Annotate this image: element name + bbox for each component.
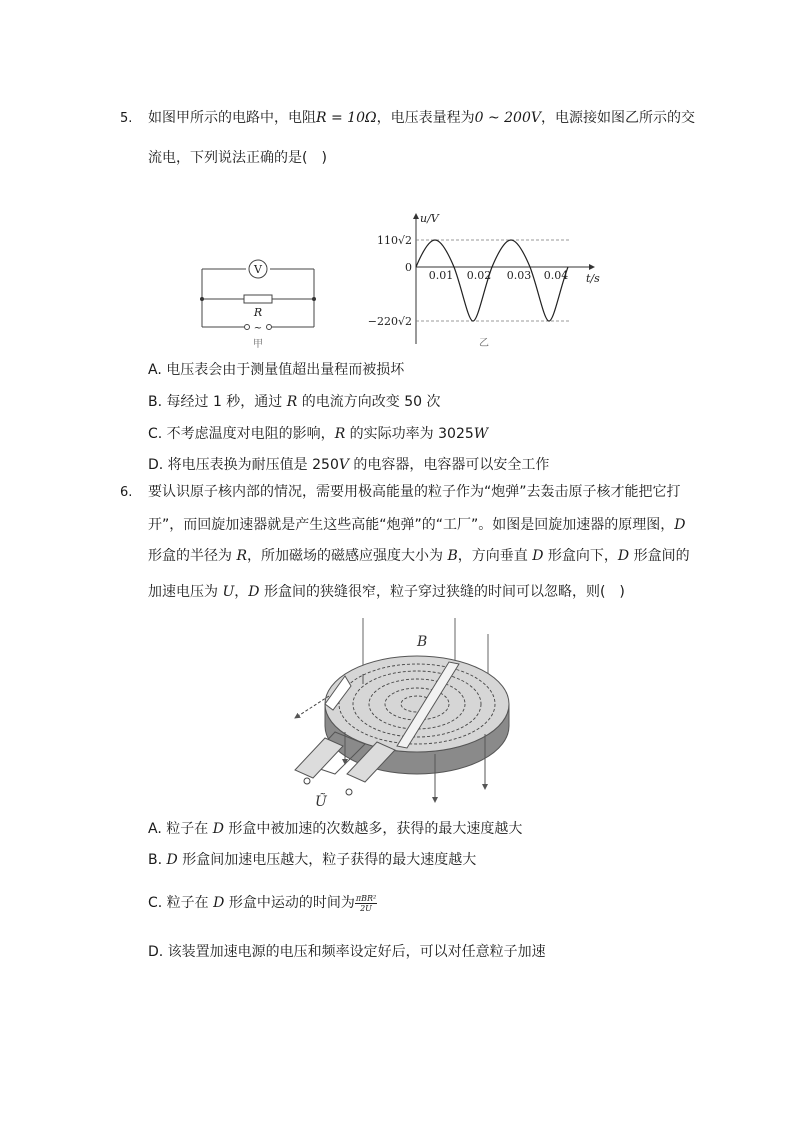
figure-yi-caption: 乙 bbox=[479, 338, 489, 349]
q6-text: 开”，而回旋加速器就是产生这些高能“炮弹”的“工厂”。如图是回旋加速器的原理图， bbox=[148, 517, 675, 533]
option-var: R bbox=[286, 394, 298, 410]
ytick-zero: 0 bbox=[405, 261, 412, 274]
option-var: D bbox=[212, 821, 224, 837]
q5-text-a: 如图甲所示的电路中，电阻 bbox=[148, 110, 316, 126]
q6-var: B bbox=[447, 548, 458, 564]
option-text: A. 粒子在 bbox=[148, 821, 213, 837]
q6-option-a[interactable] bbox=[148, 818, 522, 838]
q6-text: 形盒向下， bbox=[543, 548, 618, 564]
xtick-label: 0.01 bbox=[428, 269, 454, 282]
xtick-label: 0.02 bbox=[466, 269, 492, 282]
q6-var: D bbox=[674, 517, 686, 533]
cyclotron-figure bbox=[285, 614, 525, 809]
option-var: D bbox=[213, 895, 225, 911]
q6-text: ， bbox=[234, 584, 249, 600]
q6-text: 形盒的半径为 bbox=[148, 548, 237, 564]
ac-source-symbol: ~ bbox=[253, 323, 263, 334]
option-text: 的电流方向改变 50 次 bbox=[297, 394, 441, 410]
q5-option-c[interactable] bbox=[148, 423, 488, 443]
option-text: 形盒中被加速的次数越多，获得的最大速度越大 bbox=[223, 821, 523, 837]
q6-text: ，方向垂直 bbox=[457, 548, 533, 564]
q6-var: D bbox=[532, 548, 544, 564]
question-5-number: 5. bbox=[120, 111, 133, 126]
voltmeter-label: V bbox=[254, 263, 262, 276]
question-6-line2 bbox=[148, 517, 686, 533]
option-text: B. bbox=[148, 852, 167, 868]
q5-resistance: R = 10Ω bbox=[316, 110, 377, 126]
q6-var: U bbox=[222, 584, 235, 600]
option-text: 的电容器，电容器可以安全工作 bbox=[348, 457, 550, 473]
q6-text: 形盒间的狭缝很窄，粒子穿过狭缝的时间可以忽略，则( ) bbox=[259, 584, 625, 600]
question-6-line4 bbox=[148, 584, 625, 600]
option-text: D. 将电压表换为耐压值是 250 bbox=[148, 457, 339, 473]
q6-text: 形盒间的 bbox=[629, 548, 690, 564]
q6-option-c[interactable] bbox=[148, 892, 377, 913]
magnetic-field-label: B bbox=[417, 634, 428, 650]
voltage-label: Ũ bbox=[315, 794, 327, 809]
q5-option-b[interactable] bbox=[148, 391, 440, 411]
q6-var: D bbox=[617, 548, 630, 564]
question-6-number: 6. bbox=[120, 485, 133, 500]
q6-var: D bbox=[248, 584, 260, 600]
question-5-line2: 流电，下列说法正确的是( ) bbox=[148, 150, 327, 166]
q6-option-b[interactable] bbox=[148, 849, 476, 869]
time-fraction bbox=[355, 894, 377, 913]
option-text: 形盒间加速电压越大，粒子获得的最大速度越大 bbox=[177, 852, 477, 868]
q6-option-d[interactable]: D. 该装置加速电源的电压和频率设定好后，可以对任意粒子加速 bbox=[148, 944, 546, 960]
fraction-denominator: 2U bbox=[360, 903, 372, 913]
option-unit: V bbox=[338, 457, 349, 473]
q5-range: 0 ~ 200V bbox=[474, 110, 541, 126]
option-text: B. 每经过 1 秒，通过 bbox=[148, 394, 287, 410]
option-text: C. 粒子在 bbox=[148, 895, 214, 911]
q6-var: R bbox=[236, 548, 247, 564]
y-axis-label: u/V bbox=[420, 212, 439, 225]
q6-text: ，所加磁场的磁感应强度大小为 bbox=[247, 548, 448, 564]
fraction-numerator: πBR² bbox=[355, 893, 377, 903]
q5-text-b: ，电压表量程为 bbox=[376, 110, 475, 126]
question-6-line3 bbox=[148, 548, 690, 564]
x-axis-label: t/s bbox=[586, 272, 600, 285]
option-var: R bbox=[334, 426, 346, 442]
question-6-line1: 要认识原子核内部的情况，需要用极高能量的粒子作为“炮弹”去轰击原子核才能把它打 bbox=[148, 484, 681, 500]
waveform-figure bbox=[364, 208, 604, 350]
option-text: C. 不考虑温度对电阻的影响， bbox=[148, 426, 335, 442]
figure-jia-caption: 甲 bbox=[253, 339, 263, 350]
resistor-symbol bbox=[244, 295, 272, 303]
option-var: D bbox=[166, 852, 178, 868]
ytick-bottom: −220√2 bbox=[367, 315, 412, 328]
q5-option-a[interactable]: A. 电压表会由于测量值超出量程而被损坏 bbox=[148, 362, 405, 378]
option-text: 的实际功率为 3025 bbox=[345, 426, 474, 442]
xtick-label: 0.03 bbox=[506, 269, 532, 282]
option-unit: W bbox=[473, 426, 489, 442]
q5-option-d[interactable] bbox=[148, 454, 549, 474]
option-text: 形盒中运动的时间为 bbox=[224, 895, 355, 911]
xtick-label: 0.04 bbox=[543, 269, 569, 282]
q6-text: 加速电压为 bbox=[148, 584, 223, 600]
ytick-top: 110√2 bbox=[376, 234, 412, 247]
question-5-line1 bbox=[148, 110, 695, 126]
q5-text-c: ，电源接如图乙所示的交 bbox=[540, 110, 695, 126]
resistor-label: R bbox=[253, 306, 263, 319]
circuit-figure bbox=[190, 255, 330, 355]
